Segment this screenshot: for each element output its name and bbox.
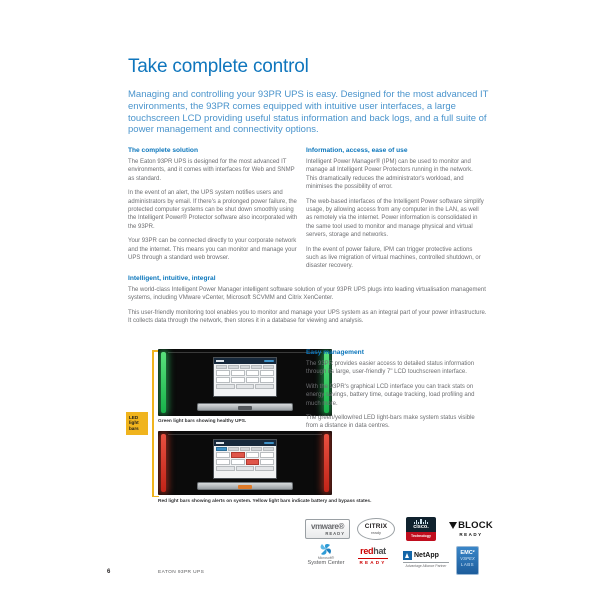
section-heading-complete-solution: The complete solution [128, 147, 198, 154]
emc-labs-label: LABS [460, 561, 475, 567]
netapp-square-icon [403, 551, 412, 560]
intro-paragraph: Managing and controlling your 93PR UPS is easy. Designed for the most advanced IT environments, the 93PR comes equipped with intuitive user interfaces, a large touchscreen LCD providing useful status information and back logs, and a full suite of power management and connectivity options. [128, 89, 489, 136]
led-light-bars-label: LED light bars [126, 412, 148, 435]
emc-wordmark: EMC² [460, 549, 475, 556]
citrix-ready-badge [357, 518, 395, 540]
vblock-ready-badge [447, 520, 495, 537]
paragraph: In the event of an alert, the UPS system notifies users and administrators by email. If there's a prolonged power failure, the protected computer systems can be shut down smoothly using the Intelligent Power® Protector software also incorporated with the 93PR. [128, 190, 298, 230]
page-number: 6 [107, 569, 111, 575]
document-label: EATON 93PR UPS [158, 570, 205, 575]
netapp-badge [403, 551, 449, 568]
bracket-tick-bottom [152, 496, 159, 498]
lcd-touchscreen [213, 439, 277, 479]
panel-highlight [168, 352, 322, 353]
lcd-status-pill [264, 442, 274, 445]
paragraph: The web-based interfaces of the Intelligent Power software simplify usage, by allowing access from any computer in the LAN, as well as remotely via the internet. Power information is consolidated in the same tool used to monitor and manage physical and virtual servers, storage and networks. [306, 198, 484, 239]
system-center-pinwheel-icon [318, 543, 334, 556]
vblock-ready-label: READY [459, 531, 483, 537]
lcd-button-grid [214, 452, 276, 465]
paragraph: The green/yellow/red LED light-bars make system status visible from a distance in data centres. [306, 415, 475, 430]
handle-indicator [238, 485, 252, 489]
eaton-logo-mark [216, 442, 224, 444]
paragraph: This user-friendly monitoring tool enables you to monitor and manage your UPS system as an integral part of your power infrastructure. It collects data through the network, then stores it in a database for viewing and analysis. [128, 309, 487, 325]
paragraph: The 93PR provides easier access to detailed status information through its large, user-friendly 7" LCD touchscreen interface. [306, 361, 475, 376]
section-heading-integral: Intelligent, intuitive, integral [128, 275, 216, 282]
lcd-footer-buttons [214, 465, 276, 472]
redhat-wordmark-hat: hat [373, 546, 386, 556]
lcd-status-pill [264, 360, 274, 363]
lcd-footer-buttons [214, 383, 276, 390]
handle-notch [238, 406, 252, 410]
section-heading-easy-management: Easy management [306, 349, 364, 356]
microsoft-system-center-badge [303, 543, 349, 566]
paragraph: Intelligent Power Manager® (IPM) can be used to monitor and manage all Intelligent Power Protectors running in the network. This dramatically reduces the administrator's workload, and minimises the possibility of error. [306, 159, 473, 191]
vmware-ready-badge [305, 519, 350, 539]
column-information-access [306, 147, 484, 277]
paragraph: With the 93PR's graphical LCD interface you can track stats on energy savings, battery time, outage tracking, load profiling and much more. [306, 383, 475, 407]
page-title: Take complete control [128, 56, 309, 77]
green-led-bar-left [161, 352, 166, 413]
panel-handle [197, 482, 293, 490]
cisco-logo [406, 517, 436, 532]
panel-handle [197, 403, 293, 411]
redhat-ready-badge [356, 547, 390, 565]
section-easy-management [306, 349, 484, 437]
vmware-ready-label: READY [325, 531, 345, 536]
emc-vspex-labs-badge [456, 546, 479, 575]
caption-red-lightbars: Red light bars showing alerts on system. Yellow light bars indicate battery and bypass states. [158, 499, 372, 504]
vmware-logo: vmware® [311, 522, 344, 531]
citrix-ready-label: ready [370, 530, 381, 535]
vblock-triangle-icon [449, 522, 457, 529]
paragraph: Your 93PR can be connected directly to your corporate network and the internet. This means you can monitor and manage your UPS through a standard web browser. [128, 238, 297, 262]
panel-highlight [168, 434, 322, 435]
cisco-technology-badge [406, 517, 436, 541]
section-intelligent-intuitive-integral [128, 275, 488, 332]
column-complete-solution [128, 147, 298, 268]
netapp-tagline: Advantage Alliance Partner [405, 563, 447, 568]
section-heading-information-access: Information, access, ease of use [306, 147, 408, 154]
paragraph: The Eaton 93PR UPS is designed for the most advanced IT environments, and it comes with interfaces for Web and SNMP as standard. [128, 159, 295, 182]
microsoft-brand-label: Microsoft® [317, 556, 335, 560]
citrix-logo: CITRIX [364, 522, 388, 530]
paragraph: The world-class Intelligent Power Manager intelligent software solution of your 93PR UPS plugs into leading virtualisation management systems, including VMware vCenter, Microsoft SCVMM and Citrix XenCenter. [128, 287, 486, 302]
redhat-ready-label: READY [359, 559, 387, 565]
eaton-logo-mark [216, 360, 224, 362]
ups-photo-red-leds [158, 431, 332, 495]
cisco-technology-label: Technology [406, 532, 436, 541]
lcd-touchscreen [213, 357, 277, 397]
vblock-wordmark: BLOCK [458, 520, 493, 531]
bracket-line [152, 350, 154, 497]
system-center-label: System Center [307, 560, 345, 566]
caption-green-lightbars: Green light bars showing healthy UPS. [158, 419, 247, 424]
cisco-wordmark: cisco. [413, 524, 429, 530]
netapp-wordmark: NetApp [414, 552, 439, 559]
red-led-bar-left [161, 434, 166, 492]
red-led-bar-right [324, 434, 329, 492]
redhat-divider [358, 558, 388, 559]
redhat-wordmark-red: red [360, 546, 374, 556]
lcd-button-grid [214, 370, 276, 383]
emc-vspex-label: VSPEX [460, 556, 475, 561]
paragraph: In the event of power failure, IPM can trigger protective actions such as live migration of virtual machines, controlled shutdown, or disaster recovery. [306, 246, 481, 270]
netapp-divider [403, 562, 449, 563]
